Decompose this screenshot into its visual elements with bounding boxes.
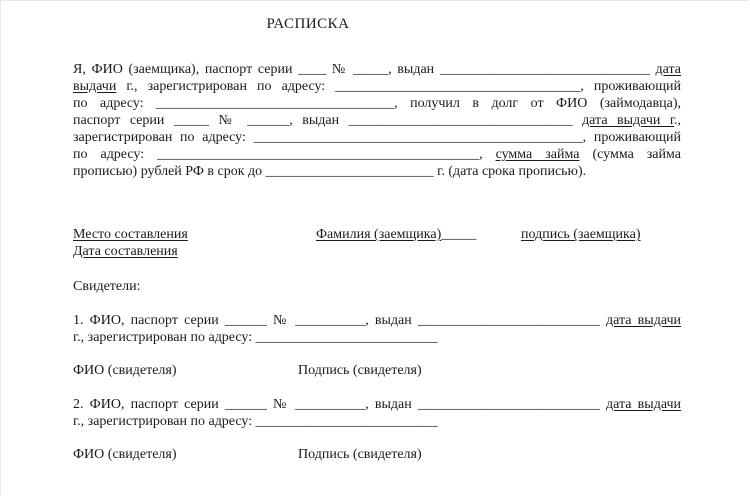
witness-fio-label: ФИО (свидетеля) (73, 363, 177, 378)
blank-field: __________ (295, 397, 366, 412)
paragraph-line (73, 78, 681, 95)
paragraph-line (73, 129, 681, 146)
text-segment: 2. ФИО, паспорт серии (73, 397, 225, 412)
blank-field: __________________________ (255, 330, 438, 345)
text-segment: , выдан (365, 397, 418, 412)
blank-field: ________________________ (265, 164, 434, 179)
text-segment: дата (655, 62, 682, 77)
blank-field: __________________________ (417, 313, 600, 328)
text-segment: , (479, 147, 496, 162)
blank-field: ______ (224, 313, 267, 328)
text-segment: , получил в долг от ФИО (займодавца), (394, 96, 681, 111)
place-of-drawing-label: Место составления (73, 227, 188, 242)
text-segment: г., зарегистрирован по адресу: (116, 79, 336, 94)
blank-field: ______ (224, 397, 267, 412)
witness-signature-row (73, 446, 681, 463)
blank-field: _____ (353, 62, 389, 77)
witness-line (73, 396, 681, 413)
text-segment: Фамилия (заемщика) (316, 227, 442, 242)
blank-field: __________ (295, 313, 366, 328)
witness-sign-label: Подпись (свидетеля) (298, 447, 422, 462)
text-segment: дата выдачи (606, 397, 682, 412)
text-segment: зарегистрирован по адресу: (73, 130, 254, 145)
text-segment: прописью) рублей РФ в срок до (73, 164, 266, 179)
text-segment: Я, ФИО (заемщика), паспорт серии (73, 62, 299, 77)
witness-line (73, 312, 681, 329)
text-segment: г., зарегистрирован по адресу: (73, 330, 256, 345)
text-segment: 1. ФИО, паспорт серии (73, 313, 225, 328)
text-segment: , выдан (365, 313, 418, 328)
text-segment: дата выдачи г (582, 113, 675, 128)
witnesses-heading: Свидетели: (73, 279, 141, 294)
text-segment: ., (674, 113, 682, 128)
blank-field: ____ (298, 62, 327, 77)
paragraph-line (73, 61, 681, 78)
blank-field: ___________________________________ (335, 79, 581, 94)
text-segment: , проживающий (580, 79, 682, 94)
text-segment: г., зарегистрирован по адресу: (73, 414, 256, 429)
document-title: РАСПИСКА (266, 16, 350, 32)
text-segment: (сумма займа (579, 147, 681, 162)
text-segment: паспорт серии (73, 113, 174, 128)
text-segment: , выдан (388, 62, 440, 77)
witness-block-2 (73, 396, 681, 463)
paragraph-line (73, 112, 681, 129)
text-segment: выдачи (73, 79, 117, 94)
text-segment: , проживающий (582, 130, 681, 145)
text-segment: дата выдачи (606, 313, 682, 328)
text-segment: по адресу: (73, 147, 158, 162)
blank-field: __________________________________ (156, 96, 395, 111)
text-segment: № (266, 397, 296, 412)
date-of-drawing-label: Дата составления (73, 244, 178, 259)
paragraph-line (73, 95, 681, 112)
text-segment: г. (дата срока прописью). (433, 164, 587, 179)
witness-fio-label: ФИО (свидетеля) (73, 447, 177, 462)
blank-field: __________________________ (417, 397, 600, 412)
blank-field: ______________________________ (439, 62, 650, 77)
witness-line (73, 329, 681, 346)
signature-row (73, 226, 681, 243)
borrower-signature-label: подпись (заемщика) (521, 227, 641, 242)
blank-field: _____ (173, 113, 209, 128)
text-segment: , выдан (289, 113, 349, 128)
blank-field: __________________________ (255, 414, 438, 429)
blank-field: _____ (441, 227, 477, 242)
paragraph-line (73, 146, 681, 163)
text-segment: по адресу: (73, 96, 157, 111)
witness-signature-row (73, 362, 681, 379)
text-segment: № (326, 62, 354, 77)
borrower-surname-label (316, 226, 476, 243)
blank-field: ________________________________ (348, 113, 573, 128)
witness-block-1 (73, 312, 681, 379)
text-segment: № (266, 313, 296, 328)
text-segment: № (208, 113, 248, 128)
text-segment (573, 113, 583, 128)
witness-sign-label: Подпись (свидетеля) (298, 363, 422, 378)
blank-field: _______________________________________________ (253, 130, 583, 145)
blank-field: ______ (247, 113, 290, 128)
document-body (73, 61, 681, 463)
paragraph-line (73, 163, 681, 180)
blank-field: ______________________________________________ (157, 147, 480, 162)
witness-line (73, 413, 681, 430)
text-segment: сумма займа (495, 147, 580, 162)
main-paragraph (73, 61, 681, 180)
